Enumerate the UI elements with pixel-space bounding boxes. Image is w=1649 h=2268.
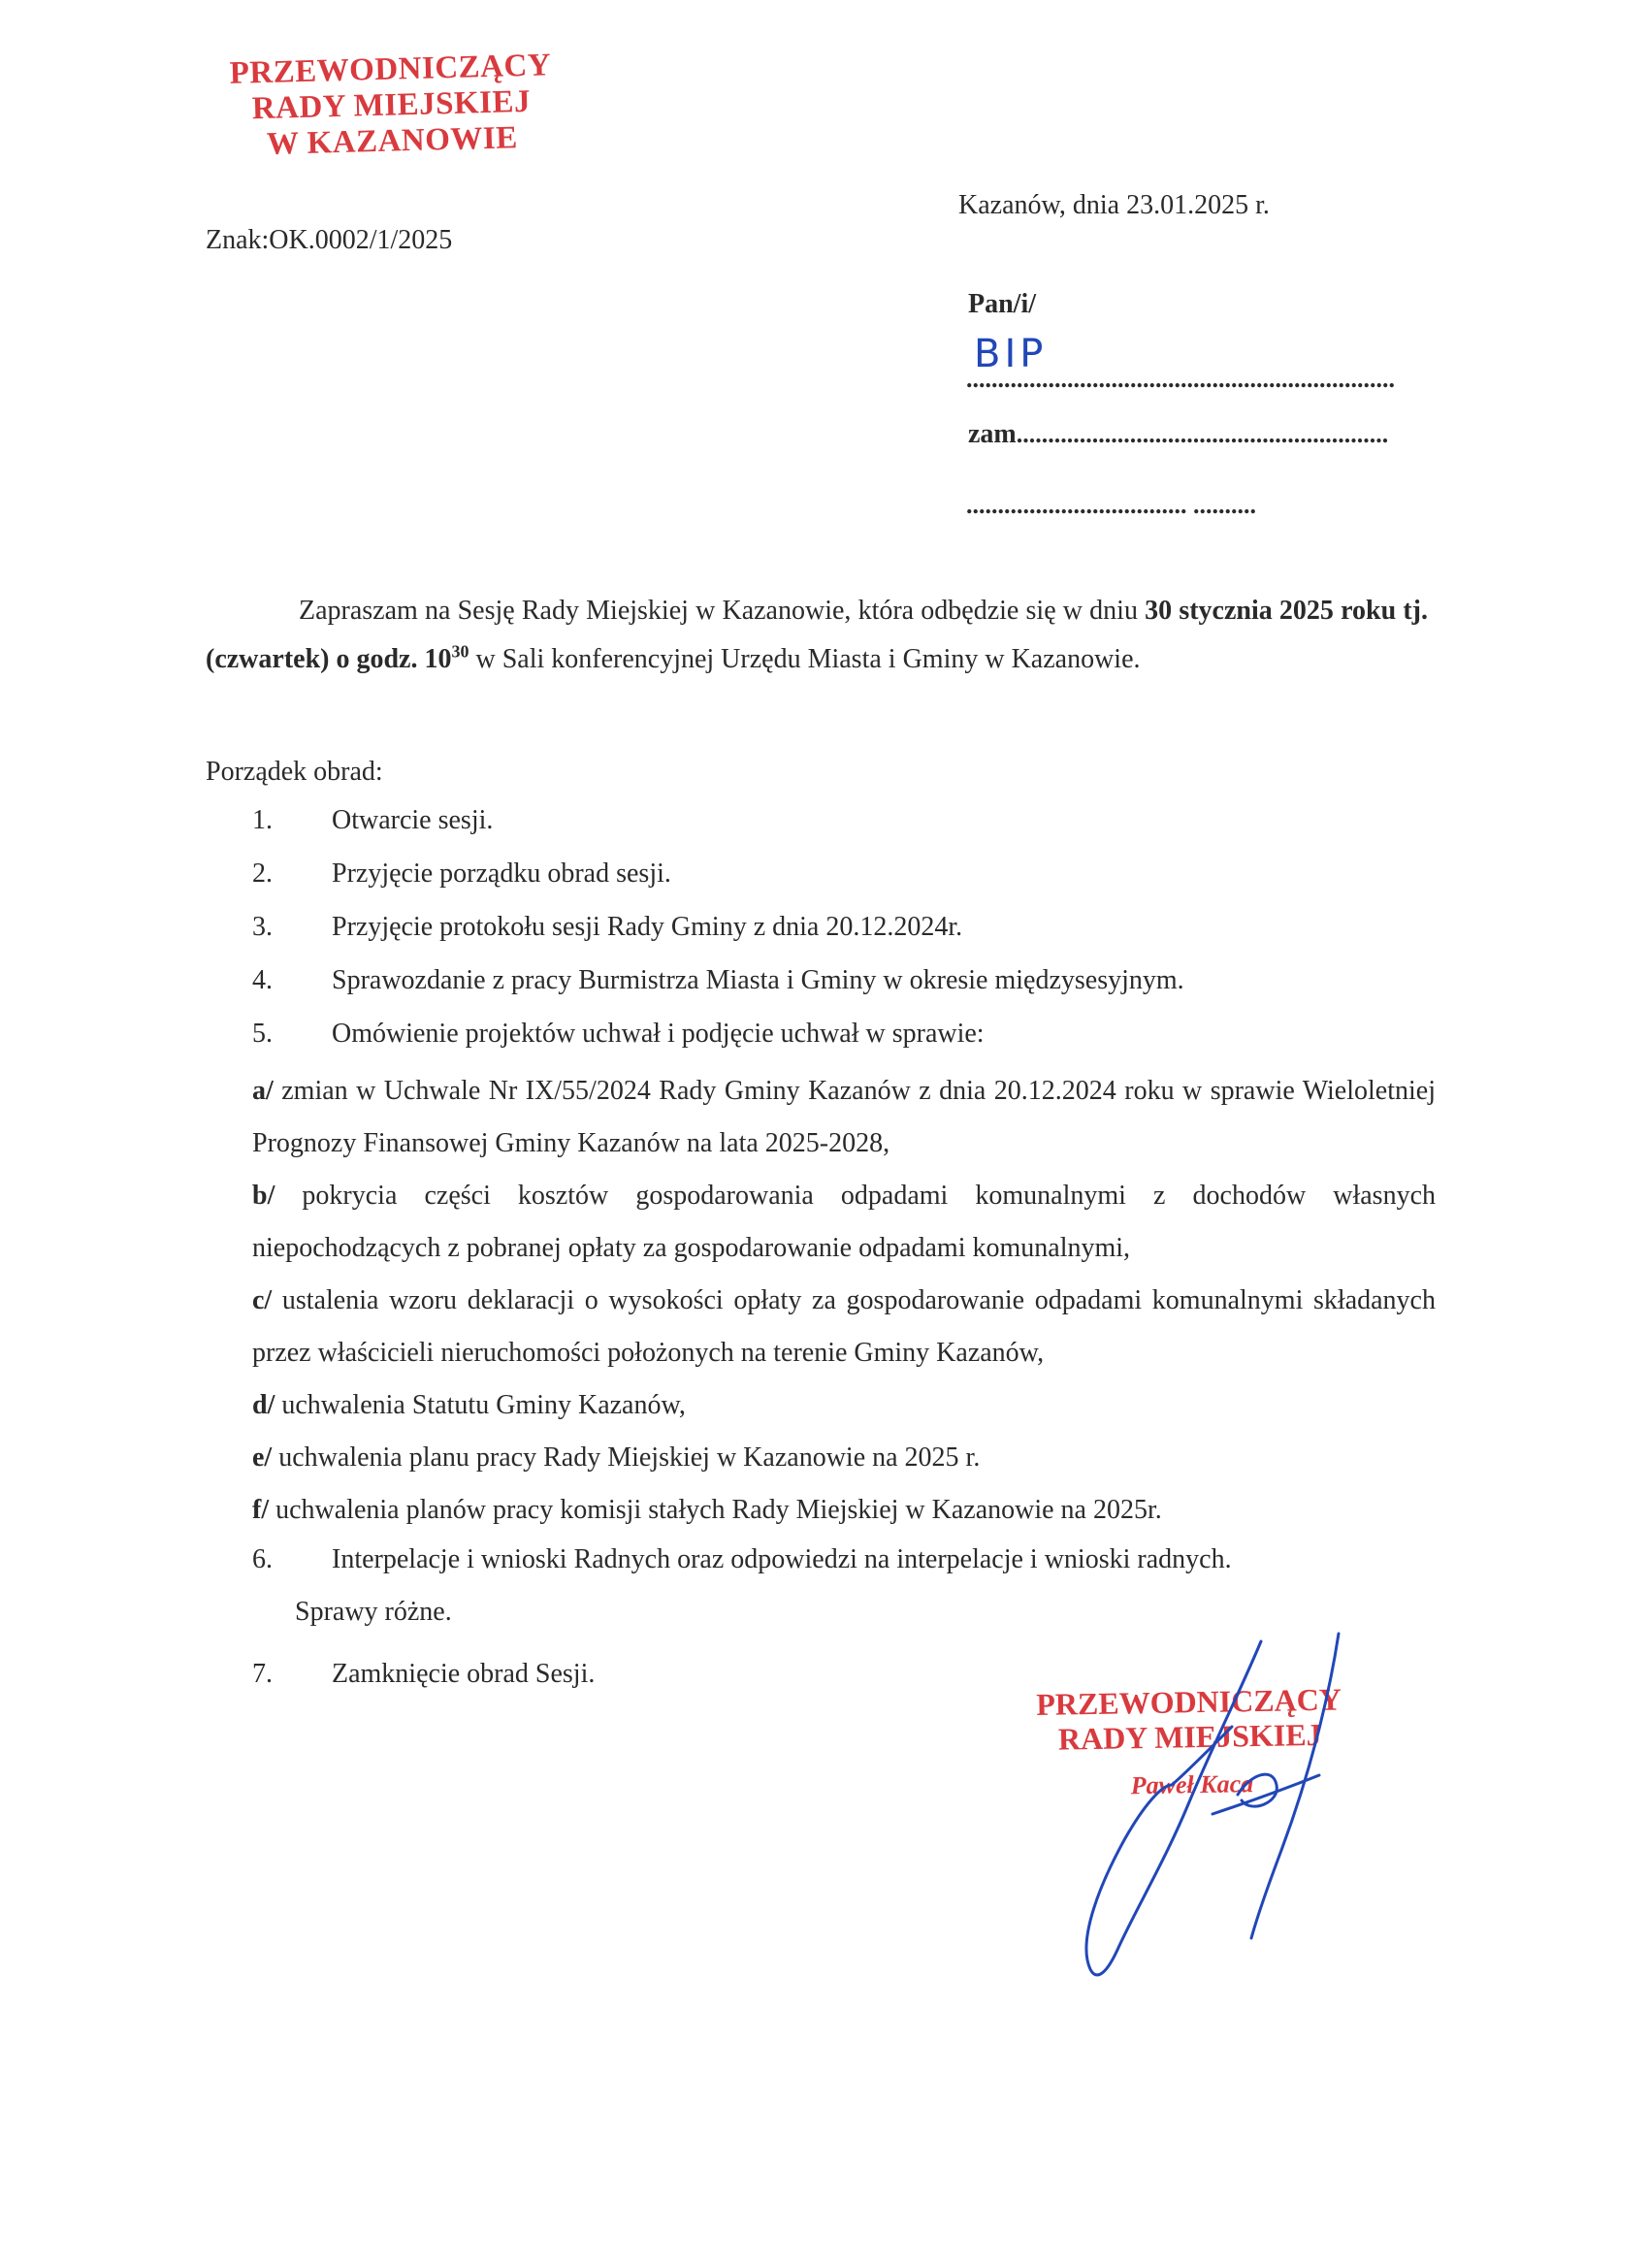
signature-stroke <box>1238 1774 1277 1806</box>
subitem-text: ustalenia wzoru deklaracji o wysokości opłaty za gospodarowanie odpadami komunalnymi składanych przez właścicieli nieruchomości położonych na terenie Gminy Kazanów, <box>252 1285 1436 1368</box>
subitem-text: uchwalenia planów pracy komisji stałych Rady Miejskiej w Kazanowie na 2025r. <box>269 1495 1162 1525</box>
signature-stroke <box>1086 1641 1261 1975</box>
address-label: zam <box>968 419 1017 449</box>
agenda-subitem <box>252 1170 1436 1275</box>
subitem-label: f/ <box>252 1495 270 1525</box>
agenda-item <box>206 1019 1436 1050</box>
addressee-handwritten: BIP <box>974 332 1048 376</box>
agenda-item-text: Otwarcie sesji. <box>332 805 494 835</box>
agenda-subitem <box>252 1432 1436 1484</box>
agenda-subitem <box>252 1065 1436 1170</box>
subitem-text: pokrycia części kosztów gospodarowania odpadami komunalnymi z dochodów własnych niepochodzących z pobranej opłaty za gospodarowanie odpadami komunalnymi, <box>252 1181 1436 1263</box>
subitem-label: e/ <box>252 1442 273 1473</box>
agenda-heading: Porządek obrad: <box>206 757 383 787</box>
signature <box>1048 1630 1397 1998</box>
agenda-item-number: 3. <box>252 912 273 942</box>
agenda-item <box>206 1544 1436 1575</box>
agenda-item-text: Sprawozdanie z pracy Burmistrza Miasta i Gminy w okresie międzysesyjnym. <box>332 965 1184 995</box>
agenda-item-number: 1. <box>252 805 273 835</box>
subitem-text: uchwalenia planu pracy Rady Miejskiej w Kazanowie na 2025 r. <box>272 1442 981 1473</box>
address-dots: ........................................................... <box>1016 420 1389 448</box>
stamp-bottom-name: Paweł Kaca <box>1130 1768 1254 1799</box>
invitation-date-time: 30 stycznia 2025 roku tj. (czwartek) o godz. 10 <box>206 596 1428 674</box>
agenda-item-number: 2. <box>252 859 273 889</box>
agenda-item <box>206 912 1436 943</box>
stamp-top <box>225 48 558 164</box>
agenda-item <box>206 859 1436 890</box>
agenda-item <box>206 805 1436 836</box>
agenda-item-text: Przyjęcie protokołu sesji Rady Gminy z dnia 20.12.2024r. <box>332 912 963 942</box>
signature-stroke <box>1212 1775 1319 1814</box>
subitem-label: c/ <box>252 1285 273 1315</box>
subitem-label: a/ <box>252 1076 274 1106</box>
stamp-bottom-line2: RADY MIEJSKIEJ <box>1057 1716 1322 1757</box>
agenda-item-text: Przyjęcie porządku obrad sesji. <box>332 859 671 889</box>
invitation-time-minutes: 30 <box>451 641 469 662</box>
agenda-item-number: 7. <box>252 1659 273 1689</box>
subitem-label: d/ <box>252 1390 275 1420</box>
agenda-item-number: 5. <box>252 1019 273 1049</box>
agenda-subitem <box>252 1484 1436 1537</box>
agenda-item-number: 6. <box>252 1544 273 1574</box>
subitem-text: uchwalenia Statutu Gminy Kazanów, <box>275 1390 686 1420</box>
invitation-text-2: w Sali konferencyjnej Urzędu Miasta i Gminy w Kazanowie. <box>469 644 1141 674</box>
stamp-top-line1: PRZEWODNICZĄCY <box>229 48 552 91</box>
invitation-text-1: Zapraszam na Sesję Rady Miejskiej w Kazanowie, która odbędzie się w dniu <box>299 596 1146 626</box>
invitation-paragraph <box>206 587 1428 684</box>
agenda-subitem <box>252 1379 1436 1432</box>
date-line: Kazanów, dnia 23.01.2025 r. <box>958 190 1270 220</box>
stamp-top-line2: RADY MIEJSKIEJ <box>251 83 532 127</box>
subitem-label: b/ <box>252 1181 275 1211</box>
agenda-subitem <box>252 1275 1436 1379</box>
subitem-text: zmian w Uchwale Nr IX/55/2024 Rady Gminy Kazanów z dnia 20.12.2024 roku w sprawie Wieloletniej Prognozy Finansowej Gminy Kazanów na lata 2025-2028, <box>252 1076 1436 1158</box>
stamp-top-line3: W KAZANOWIE <box>266 120 519 162</box>
agenda-item-text: Interpelacje i wnioski Radnych oraz odpowiedzi na interpelacje i wnioski radnych. <box>332 1544 1232 1574</box>
addressee-dots-1: .................................................................... <box>966 365 1395 393</box>
address-dots-2: ................................... .......... <box>966 491 1256 519</box>
agenda-item-number: 4. <box>252 965 273 995</box>
addressee-label: Pan/i/ <box>968 289 1037 319</box>
agenda-item-text: Omówienie projektów uchwał i podjęcie uchwał w sprawie: <box>332 1019 985 1049</box>
agenda-item-text: Zamknięcie obrad Sesji. <box>332 1659 596 1689</box>
agenda-item-continuation: Sprawy różne. <box>295 1597 452 1627</box>
address-line <box>968 419 1388 450</box>
reference-number: Znak:OK.0002/1/2025 <box>206 225 453 255</box>
stamp-bottom-line1: PRZEWODNICZĄCY <box>1035 1681 1342 1722</box>
agenda-item <box>206 965 1436 996</box>
